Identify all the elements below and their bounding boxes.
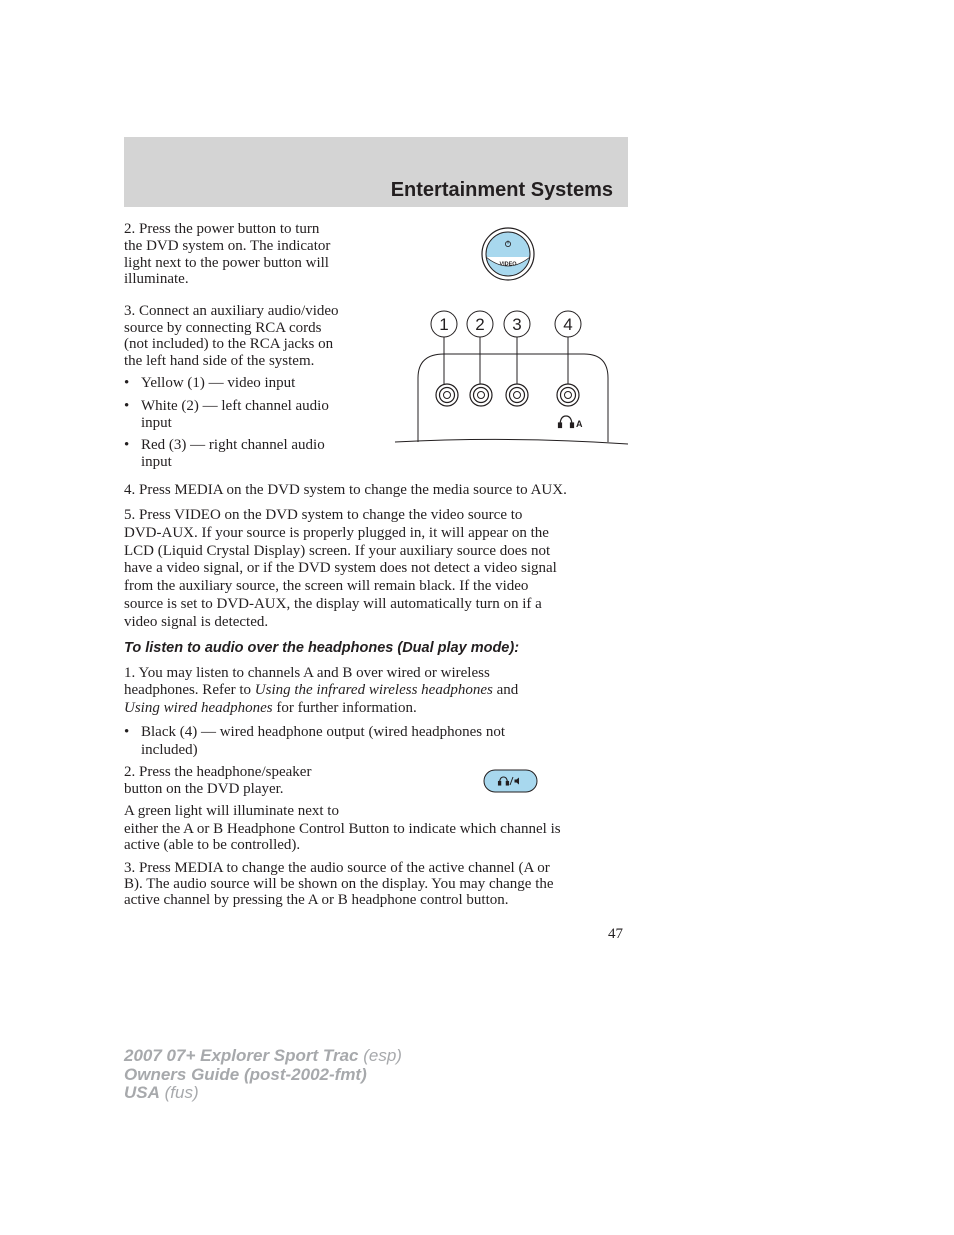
text-line: light next to the power button will [124,255,329,271]
list-item-text: input [141,415,172,431]
list-item-text: input [141,454,172,470]
list-item-text: included) [141,742,198,758]
list-item-text: Yellow (1) — video input [141,375,296,391]
text-line: 2. Press the power button to turn [124,221,320,237]
video-label: VIDEO [499,261,517,268]
text-span: for further information. [272,700,417,716]
jack-black [557,384,579,406]
text-line: have a video signal, or if the DVD system does not detect a video signal [124,560,557,576]
cross-reference: Using the infrared wireless headphones [254,682,493,698]
text-line: B). The audio source will be shown on the display. You may change the [124,876,554,892]
text-line: from the auxiliary source, the screen will remain black. If the video [124,578,529,594]
list-item-text: White (2) — left channel audio [141,398,329,414]
jack-number-3: 3 [512,315,522,334]
text-line: 3. Connect an auxiliary audio/video [124,303,339,319]
text-line: A green light will illuminate next to [124,803,339,819]
jack-red [506,384,528,406]
jack-white [470,384,492,406]
step-4-text: 4. Press MEDIA on the DVD system to change the media source to AUX. [124,482,567,498]
text-line: button on the DVD player. [124,781,284,797]
text-line [124,700,417,718]
list-item-text: Red (3) — right channel audio [141,437,325,453]
text-line: the left hand side of the system. [124,353,315,369]
text-line: 2. Press the headphone/speaker [124,764,312,780]
text-line: active channel by pressing the A or B headphone control button. [124,892,509,908]
text-span: and [492,682,519,698]
text-line: (not included) to the RCA jacks on [124,336,334,352]
rca-jacks-illustration [392,308,632,450]
list-item-text: Black (4) — wired headphone output (wired headphones not [141,724,506,740]
section-title: Entertainment Systems [390,179,613,201]
text-span: headphones. Refer to [124,682,255,698]
headphone-speaker-button-illustration [483,769,539,794]
header-band [124,137,628,207]
text-line: either the A or B Headphone Control Button to indicate which channel is [124,821,561,837]
text-line: source is set to DVD-AUX, the display will automatically turn on if a [124,596,542,612]
page-number: 47 [608,926,623,942]
footer-line: 2007 07+ Explorer Sport Trac (esp) [124,1046,402,1065]
power-button-illustration [478,226,538,282]
text-line: source by connecting RCA cords [124,320,322,336]
jack-number-2: 2 [475,315,485,334]
text-line [124,682,518,700]
cross-reference: Using wired headphones [124,700,273,716]
text-line: illuminate. [124,271,189,287]
headphone-icon [559,416,574,428]
text-line: 3. Press MEDIA to change the audio source of the active channel (A or [124,860,550,876]
text-line: LCD (Liquid Crystal Display) screen. If your auxiliary source does not [124,543,551,559]
jack-number-4: 4 [563,315,573,334]
jack-number-1: 1 [439,315,449,334]
document-footer [124,1047,402,1103]
footer-line: Owners Guide (post-2002-fmt) [124,1064,367,1084]
section-subheading: To listen to audio over the headphones (Dual play mode): [124,640,520,656]
footer-line: USA (fus) [124,1083,199,1102]
headphone-channel-label: A [576,419,583,429]
text-line: video signal is detected. [124,614,269,630]
text-line: the DVD system on. The indicator [124,238,331,254]
text-line: DVD-AUX. If your source is properly plugged in, it will appear on the [124,525,549,541]
text-line: active (able to be controlled). [124,837,301,853]
jack-yellow [436,384,458,406]
text-line: 1. You may listen to channels A and B over wired or wireless [124,665,490,681]
text-line: 5. Press VIDEO on the DVD system to change the video source to [124,507,523,523]
